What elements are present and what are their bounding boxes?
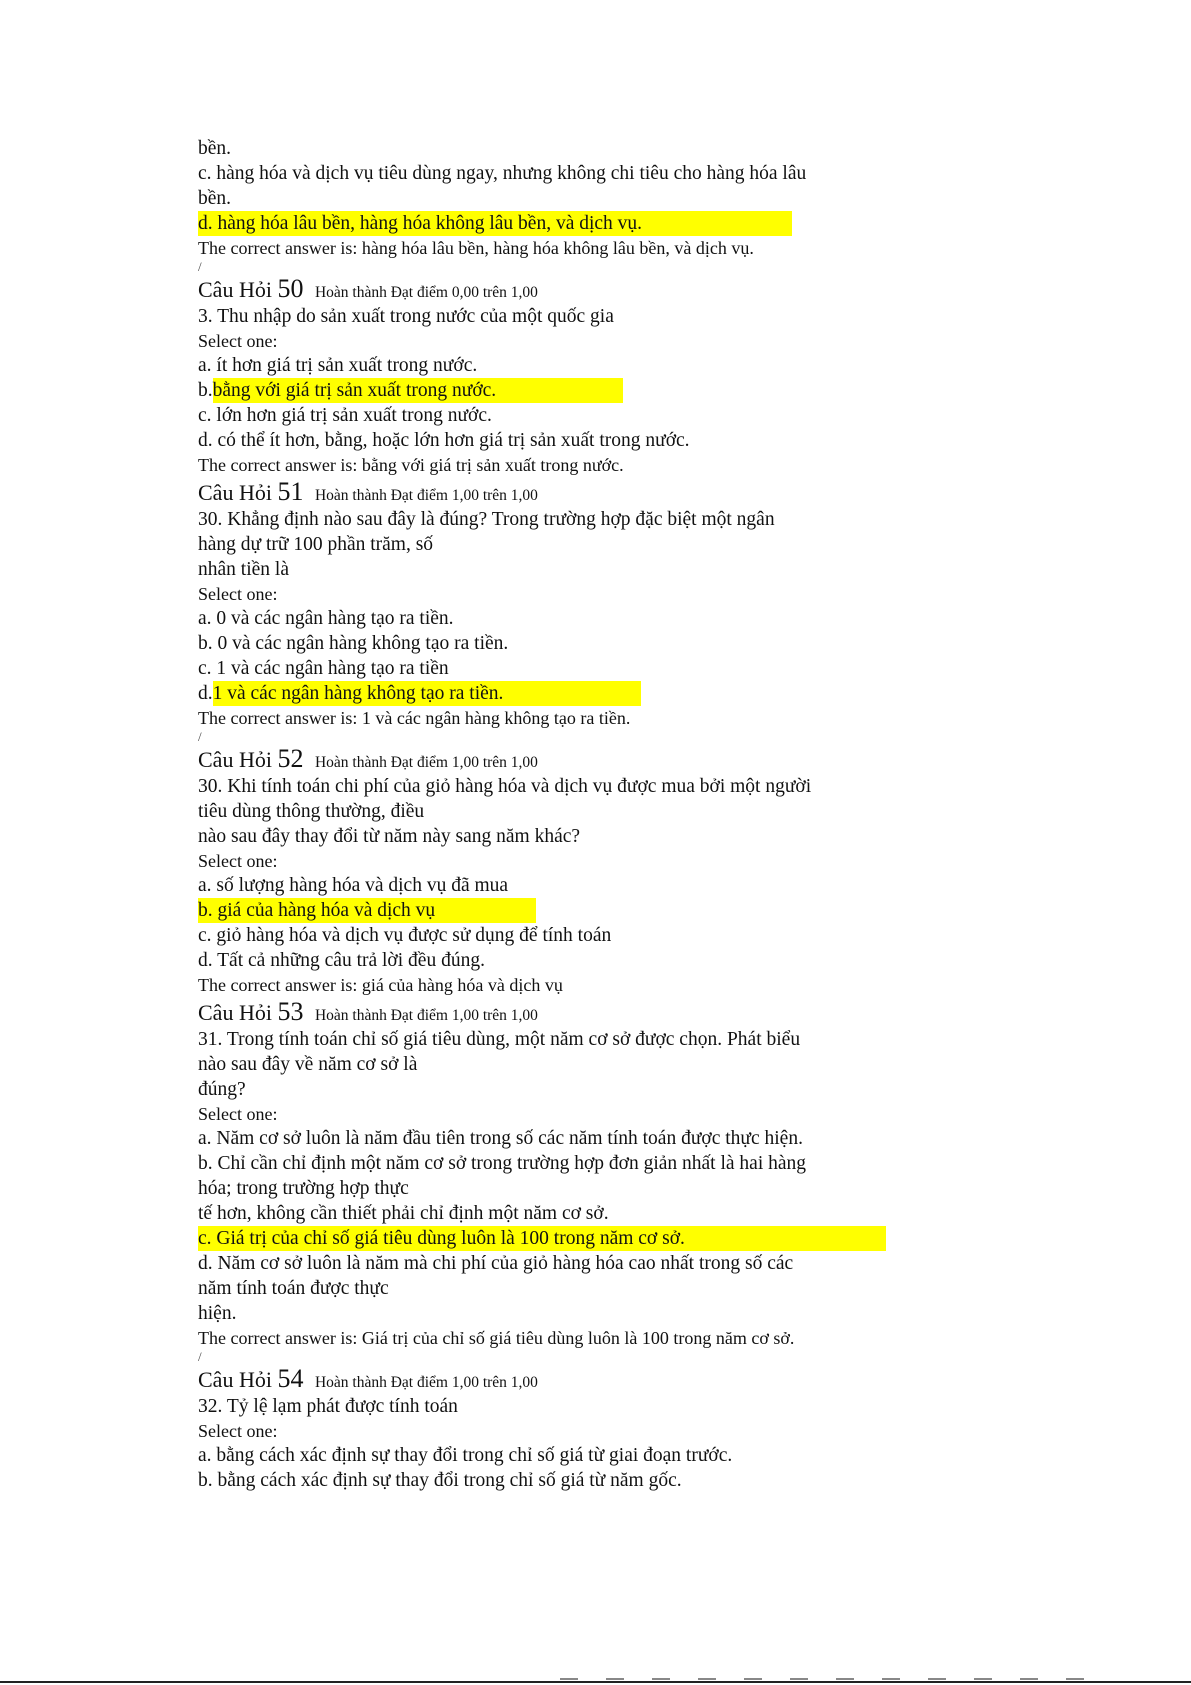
question-text: 3. Thu nhập do sản xuất trong nước của một quốc gia: [198, 306, 614, 327]
correct-answer: The correct answer is: giá của hàng hóa và dịch vụ: [198, 975, 563, 995]
select-one-label: Select one:: [198, 1421, 278, 1441]
option-b: b. 0 và các ngân hàng không tạo ra tiền.: [198, 633, 509, 654]
option-continuation: tế hơn, không cần thiết phải chỉ định một năm cơ sở.: [198, 1203, 609, 1224]
question-text: 31. Trong tính toán chỉ số giá tiêu dùng, một năm cơ sở được chọn. Phát biểu: [198, 1029, 801, 1050]
highlighted-answer: b. giá của hàng hóa và dịch vụ: [198, 898, 536, 923]
option-d: [198, 681, 918, 706]
question-status: Hoàn thành Đạt điểm 0,00 trên 1,00: [314, 284, 538, 301]
correct-answer: The correct answer is: Giá trị của chỉ số giá tiêu dùng luôn là 100 trong năm cơ sở.: [198, 1328, 795, 1348]
tick-mark: [744, 1678, 762, 1680]
option-a: a. bằng cách xác định sự thay đổi trong chỉ số giá từ giai đoạn trước.: [198, 1445, 733, 1466]
separator-slash: /: [198, 259, 202, 274]
page-bottom-rule: [0, 1681, 1191, 1683]
tick-mark: [560, 1678, 578, 1680]
tick-mark: [882, 1678, 900, 1680]
select-one-label: Select one:: [198, 331, 278, 351]
option-c: c. lớn hơn giá trị sản xuất trong nước.: [198, 405, 492, 426]
option-d-highlighted: [198, 211, 918, 236]
question-text: tiêu dùng thông thường, điều: [198, 801, 425, 822]
highlighted-answer: c. Giá trị của chỉ số giá tiêu dùng luôn là 100 trong năm cơ sở.: [198, 1226, 886, 1251]
correct-answer: The correct answer is: bằng với giá trị sản xuất trong nước.: [198, 455, 624, 475]
option-d: d. có thể ít hơn, bằng, hoặc lớn hơn giá trị sản xuất trong nước.: [198, 430, 690, 451]
question-text: nào sau đây thay đổi từ năm này sang năm khác?: [198, 826, 581, 847]
select-one-label: Select one:: [198, 584, 278, 604]
quiz-review-page: [198, 136, 918, 1493]
option-a: a. 0 và các ngân hàng tạo ra tiền.: [198, 608, 454, 629]
correct-answer: The correct answer is: 1 và các ngân hàng không tạo ra tiền.: [198, 708, 631, 728]
question-label: Câu Hỏi: [198, 747, 272, 772]
separator-slash: /: [198, 729, 202, 744]
question-number: 50: [277, 274, 304, 303]
question-text: nào sau đây về năm cơ sở là: [198, 1054, 418, 1075]
question-text: nhân tiền là: [198, 559, 289, 580]
question-text: 30. Khi tính toán chi phí của giỏ hàng hóa và dịch vụ được mua bởi một người: [198, 776, 812, 797]
option-c: c. giỏ hàng hóa và dịch vụ được sử dụng để tính toán: [198, 925, 612, 946]
question-status: Hoàn thành Đạt điểm 1,00 trên 1,00: [314, 1374, 538, 1391]
question-label: Câu Hỏi: [198, 1000, 272, 1025]
question-header-50: [198, 274, 918, 304]
highlighted-answer: bằng với giá trị sản xuất trong nước.: [213, 378, 623, 403]
option-continuation: bền.: [198, 188, 232, 209]
tick-mark: [606, 1678, 624, 1680]
question-label: Câu Hỏi: [198, 480, 272, 505]
option-continuation: hiện.: [198, 1303, 237, 1324]
tick-mark: [698, 1678, 716, 1680]
question-number: 52: [277, 744, 304, 773]
question-number: 51: [277, 477, 304, 506]
option-a: a. Năm cơ sở luôn là năm đầu tiên trong số các năm tính toán được thực hiện.: [198, 1128, 803, 1149]
tick-mark: [974, 1678, 992, 1680]
option-letter: d.: [198, 683, 213, 704]
question-label: Câu Hỏi: [198, 277, 272, 302]
option-b: [198, 378, 918, 403]
question-status: Hoàn thành Đạt điểm 1,00 trên 1,00: [314, 487, 538, 504]
option-b: b. Chỉ cần chỉ định một năm cơ sở trong trường hợp đơn giản nhất là hai hàng: [198, 1153, 807, 1174]
option-c-highlighted: [198, 1226, 918, 1251]
select-one-label: Select one:: [198, 1104, 278, 1124]
option-letter: b.: [198, 380, 213, 401]
option-c: c. hàng hóa và dịch vụ tiêu dùng ngay, nhưng không chi tiêu cho hàng hóa lâu: [198, 163, 807, 184]
separator-slash: /: [198, 1349, 202, 1364]
option-a: a. số lượng hàng hóa và dịch vụ đã mua: [198, 875, 509, 896]
highlighted-answer: d. hàng hóa lâu bền, hàng hóa không lâu bền, và dịch vụ.: [198, 211, 792, 236]
question-number: 53: [277, 997, 304, 1026]
option-continuation: bền.: [198, 138, 232, 159]
option-continuation: hóa; trong trường hợp thực: [198, 1178, 409, 1199]
select-one-label: Select one:: [198, 851, 278, 871]
option-d: d. Tất cả những câu trả lời đều đúng.: [198, 950, 485, 971]
question-status: Hoàn thành Đạt điểm 1,00 trên 1,00: [314, 1007, 538, 1024]
question-header-51: [198, 477, 918, 507]
correct-answer: The correct answer is: hàng hóa lâu bền, hàng hóa không lâu bền, và dịch vụ.: [198, 238, 754, 258]
tick-mark: [790, 1678, 808, 1680]
question-text: 32. Tỷ lệ lạm phát được tính toán: [198, 1396, 458, 1417]
page-bottom-marks: [560, 1678, 1120, 1681]
highlighted-answer: 1 và các ngân hàng không tạo ra tiền.: [213, 681, 641, 706]
tick-mark: [1020, 1678, 1038, 1680]
question-text: đúng?: [198, 1079, 246, 1100]
option-c: c. 1 và các ngân hàng tạo ra tiền: [198, 658, 449, 679]
tick-mark: [1066, 1678, 1084, 1680]
question-header-54: [198, 1364, 918, 1394]
question-number: 54: [277, 1364, 304, 1393]
option-a: a. ít hơn giá trị sản xuất trong nước.: [198, 355, 478, 376]
question-label: Câu Hỏi: [198, 1367, 272, 1392]
question-text: hàng dự trữ 100 phần trăm, số: [198, 534, 434, 555]
option-b: b. bằng cách xác định sự thay đổi trong chỉ số giá từ năm gốc.: [198, 1470, 682, 1491]
tick-mark: [928, 1678, 946, 1680]
tick-mark: [836, 1678, 854, 1680]
question-header-52: [198, 744, 918, 774]
tick-mark: [652, 1678, 670, 1680]
option-d: d. Năm cơ sở luôn là năm mà chi phí của giỏ hàng hóa cao nhất trong số các: [198, 1253, 794, 1274]
question-text: 30. Khẳng định nào sau đây là đúng? Trong trường hợp đặc biệt một ngân: [198, 509, 775, 530]
question-header-53: [198, 997, 918, 1027]
question-status: Hoàn thành Đạt điểm 1,00 trên 1,00: [314, 754, 538, 771]
option-continuation: năm tính toán được thực: [198, 1278, 389, 1299]
option-b-highlighted: [198, 898, 918, 923]
